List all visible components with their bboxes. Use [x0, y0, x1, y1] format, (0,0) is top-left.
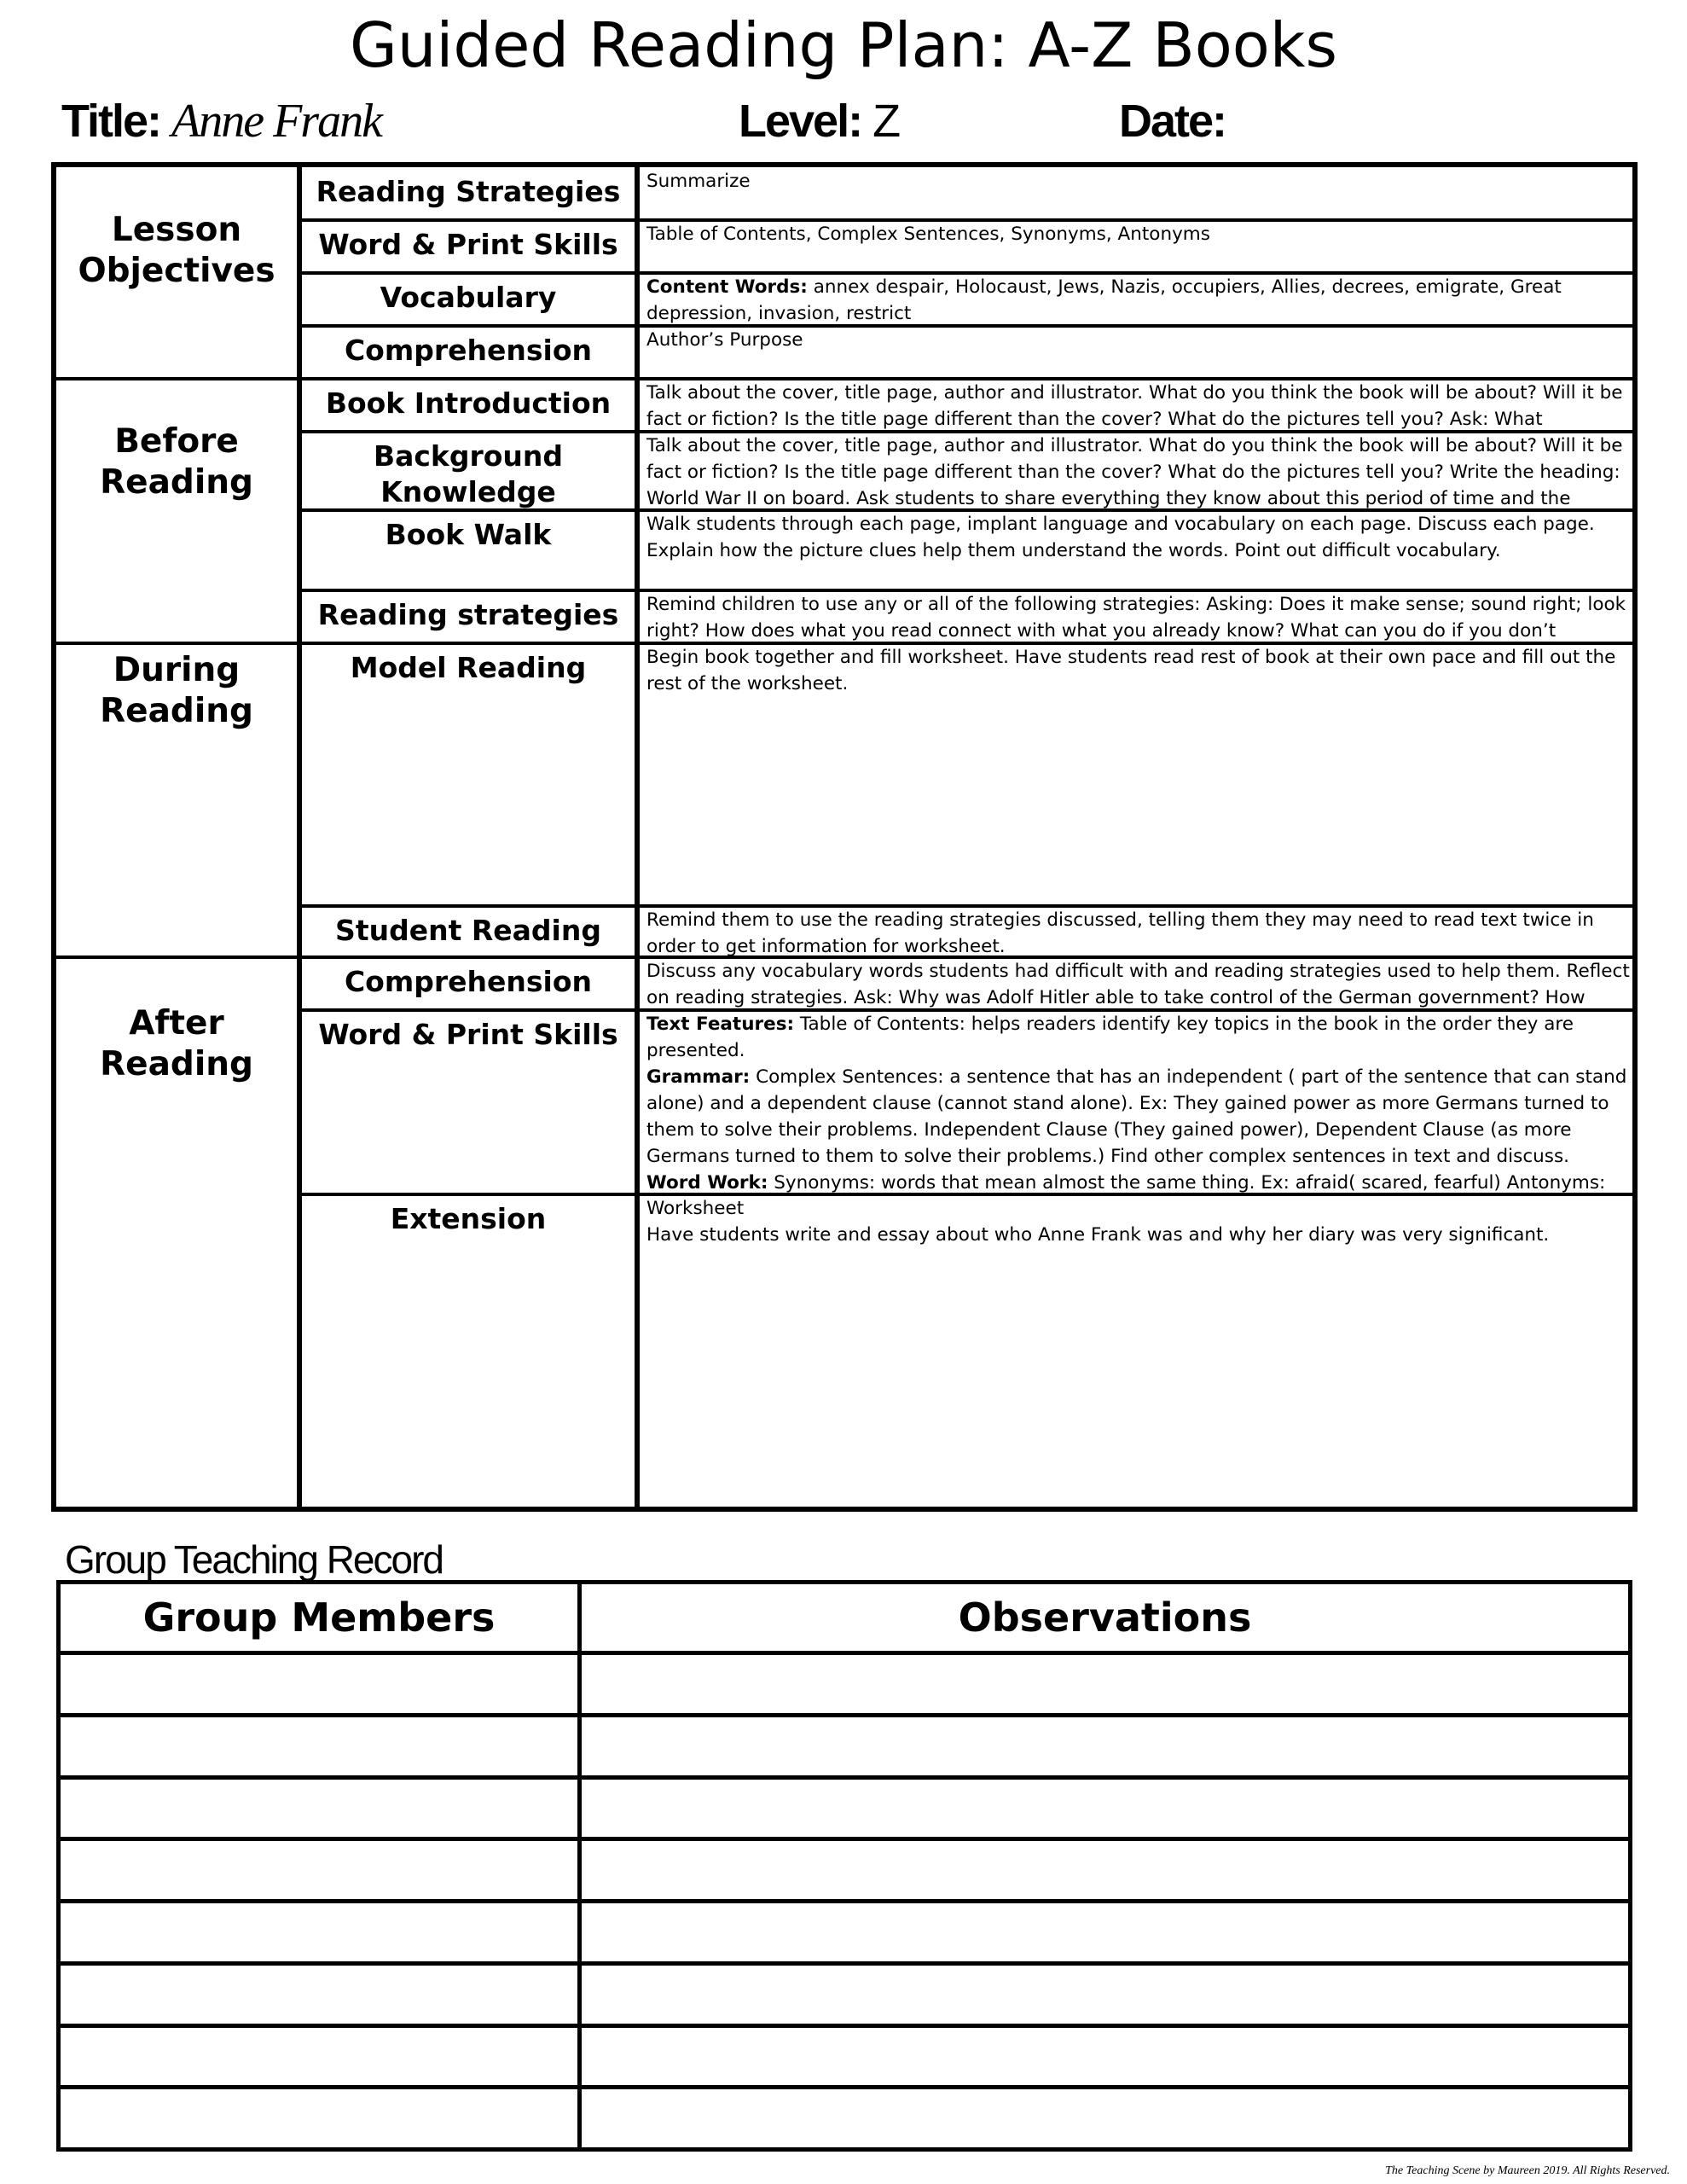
group-member-cell[interactable]: [61, 2028, 577, 2086]
row-label: Comprehension: [344, 965, 593, 998]
title-value: Anne Frank: [171, 95, 381, 148]
row-content: [646, 591, 1631, 642]
group-member-cell[interactable]: [61, 1780, 577, 1838]
date-field: [1119, 92, 1226, 150]
content-paragraph: [646, 1011, 1631, 1064]
level-value: Z: [872, 96, 900, 147]
content-text: Table of Contents: helps readers identify key topics in the book in the order they are presented.: [646, 1014, 1574, 1061]
row-content: [646, 433, 1631, 508]
content-text: Talk about the cover, title page, author and illustrator. What do you think the book will be about? Will it be fact or fiction? Is the title page different than the cover? What do the pictures tell you? Write the heading: World War II on board. Ask students to share everything they know about this period of time and the: [646, 435, 1623, 508]
phase-label: After Reading: [100, 1004, 253, 1083]
row-label: Book Introduction: [325, 386, 612, 420]
phase-label: Before Reading: [100, 422, 253, 502]
title-label: Title:: [61, 96, 161, 147]
row-content: [646, 644, 1631, 904]
content-text: Author’s Purpose: [646, 329, 803, 351]
phase-divider: [56, 642, 297, 645]
observation-cell[interactable]: [582, 2089, 1628, 2147]
row-content: [646, 1195, 1631, 1443]
row-label: Reading strategies: [317, 598, 619, 631]
row-label: Book Walk: [385, 518, 552, 551]
content-line: Worksheet: [646, 1198, 745, 1219]
group-record-table: [56, 1580, 1632, 2152]
observation-cell[interactable]: [582, 2028, 1628, 2086]
group-member-cell[interactable]: [61, 2089, 577, 2147]
phase-divider: [56, 377, 297, 380]
row-content: [646, 511, 1631, 589]
content-text: Remind them to use the reading strategies discussed, telling them they may need to read text twice in order to get information for worksheet.: [646, 909, 1594, 956]
lesson-plan-table: [51, 162, 1638, 1512]
phase-during-reading: [56, 643, 297, 957]
phase-divider: [56, 956, 297, 959]
content-text: Discuss any vocabulary words students had difficult with and reading strategies used to help them. Reflect on reading strategies. Ask: Why was Adolf Hitler able to take control of the German government? How: [646, 961, 1630, 1008]
content-text: Table of Contents, Complex Sentences, Synonyms, Antonyms: [646, 224, 1210, 245]
row-label: Comprehension: [344, 334, 593, 367]
phase-label: Lesson Objectives: [78, 211, 275, 290]
row-content: [646, 380, 1631, 430]
content-paragraph: [646, 1170, 1631, 1193]
row-label: Student Reading: [335, 914, 601, 947]
row-label: Model Reading: [350, 651, 587, 684]
row-label: Reading Strategies: [316, 175, 621, 208]
row-content: [646, 907, 1631, 956]
row-label: Extension: [390, 1202, 547, 1235]
observation-cell[interactable]: [582, 1717, 1628, 1775]
content-text: Begin book together and fill worksheet. Have students read rest of book at their own pace and fill out the rest of the worksheet.: [646, 647, 1616, 694]
column-divider: [635, 167, 640, 1507]
group-member-cell[interactable]: [61, 1655, 577, 1713]
content-heading: Content Words:: [646, 276, 808, 298]
page-title: Guided Reading Plan: A-Z Books: [349, 9, 1338, 81]
row-content: [646, 958, 1631, 1008]
content-text: Complex Sentences: a sentence that has an independent ( part of the sentence that can stand alone) and a dependent clause (cannot stand alone). Ex: They gained power as more Germans turned to them to solve their problems. Independent Clause (They gained power), Dependent Clause (as more Germans turned to them to solve their problems.) Find other complex sentences in text and discuss.: [646, 1066, 1627, 1167]
row-content: [646, 1011, 1631, 1193]
level-field: [739, 92, 899, 150]
content-text: annex despair, Holocaust, Jews, Nazis, occupiers, Allies, decrees, emigrate, Great depression, invasion, restrict: [646, 276, 1562, 324]
group-member-cell[interactable]: [61, 1717, 577, 1775]
observation-cell[interactable]: [582, 1966, 1628, 2024]
observation-cell[interactable]: [582, 1841, 1628, 1899]
phase-label: During Reading: [100, 651, 253, 730]
group-member-cell[interactable]: [61, 1903, 577, 1961]
content-text: Synonyms: words that mean almost the same thing. Ex: afraid( scared, fearful) Antonyms:: [774, 1172, 1606, 1193]
group-member-cell[interactable]: [61, 1841, 577, 1899]
phase-after-reading: [56, 957, 297, 1445]
observation-cell[interactable]: [582, 1780, 1628, 1838]
phase-before-reading: [56, 379, 297, 643]
observations-header: Observations: [958, 1594, 1252, 1641]
row-label: Background Knowledge: [373, 439, 564, 508]
content-text: Remind children to use any or all of the following strategies: Asking: Does it make sense; sound right; look right? How does what you read connect with what you already know? What can you do if you don’t: [646, 594, 1626, 642]
row-content: [646, 274, 1631, 324]
title-field: [61, 92, 381, 150]
content-heading: Text Features:: [646, 1014, 795, 1035]
row-content: [646, 168, 1631, 218]
observation-cell[interactable]: [582, 1655, 1628, 1713]
level-label: Level:: [739, 96, 862, 147]
phase-lesson-objectives: [56, 167, 297, 379]
content-heading: Word Work:: [646, 1172, 768, 1193]
group-record-heading: Group Teaching Record: [65, 1537, 443, 1582]
content-text: Walk students through each page, implant language and vocabulary on each page. Discuss each page. Explain how the picture clues help them understand the words. Point out difficult vocabulary.: [646, 514, 1595, 561]
content-text: Summarize: [646, 171, 751, 192]
group-member-cell[interactable]: [61, 1966, 577, 2024]
copyright-footer: The Teaching Scene by Maureen 2019. All Rights Reserved.: [1385, 2164, 1670, 2177]
row-label: Vocabulary: [380, 281, 557, 314]
content-paragraph: [646, 1064, 1631, 1170]
date-label: Date:: [1119, 96, 1226, 147]
content-text: Talk about the cover, title page, author and illustrator. What do you think the book will be about? Will it be fact or fiction? Is the title page different than the cover? What do the pictures tell you? Ask: What: [646, 382, 1623, 430]
row-content: [646, 221, 1631, 271]
row-label: Word & Print Skills: [318, 1018, 618, 1051]
observation-cell[interactable]: [582, 1903, 1628, 1961]
content-line: Have students write and essay about who Anne Frank was and why her diary was very significant.: [646, 1224, 1550, 1246]
row-label: Word & Print Skills: [318, 228, 618, 261]
row-content: [646, 327, 1631, 377]
content-heading: Grammar:: [646, 1066, 751, 1088]
group-members-header: Group Members: [142, 1594, 496, 1641]
